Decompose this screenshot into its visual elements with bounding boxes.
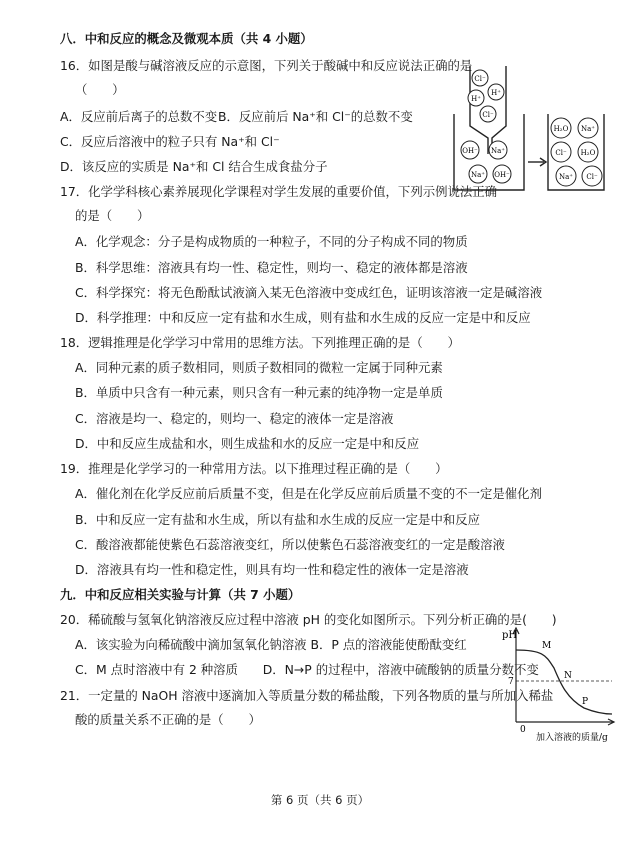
svg-text:OH⁻: OH⁻ xyxy=(462,147,478,155)
dropper-ion xyxy=(468,90,484,106)
q17-stem-2: 的是（ ） xyxy=(75,208,150,223)
q16-option-d: D．该反应的实质是 Na⁺和 Cl 结合生成食盐分子 xyxy=(60,159,328,174)
q19-stem: 19．推理是化学学习的一种常用方法。以下推理过程正确的是（ ） xyxy=(60,461,448,476)
q18-option-a: A．同种元素的质子数相同，则质子数相同的微粒一定属于同种元素 xyxy=(75,360,443,375)
x-axis-label: 加入溶液的质量/g xyxy=(536,733,608,743)
y-axis-label: pH xyxy=(502,630,518,641)
svg-text:H₂O: H₂O xyxy=(580,149,596,157)
svg-text:Na⁺: Na⁺ xyxy=(581,125,595,133)
point-p-label: P xyxy=(582,697,589,707)
q18-option-d: D．中和反应生成盐和水，则生成盐和水的反应一定是中和反应 xyxy=(75,436,420,451)
ph-curve-svg xyxy=(496,622,626,744)
right-beaker-ion xyxy=(578,118,598,138)
q17-option-d: D．科学推理：中和反应一定有盐和水生成，则有盐和水生成的反应一定是中和反应 xyxy=(75,310,531,325)
section-8-title: 八．中和反应的概念及微观本质（共 4 小题） xyxy=(60,31,313,46)
q16-option-a: A．反应前后离子的总数不变 xyxy=(60,109,218,124)
q19-option-b: B．中和反应一定有盐和水生成，所以有盐和水生成的反应一定是中和反应 xyxy=(75,512,480,527)
ph-curve xyxy=(516,650,612,714)
right-beaker-ion xyxy=(556,166,576,186)
q21-stem-2: 酸的质量关系不正确的是（ ） xyxy=(75,712,261,727)
right-beaker-ion xyxy=(551,142,571,162)
q16-option-c: C．反应后溶液中的粒子只有 Na⁺和 Cl⁻ xyxy=(60,134,280,149)
svg-text:Cl⁻: Cl⁻ xyxy=(482,111,494,119)
q19-option-a: A．催化剂在化学反应前后质量不变，但是在化学反应前后质量不变的不一定是催化剂 xyxy=(75,486,542,501)
dropper-ion xyxy=(472,70,488,86)
right-beaker-ion xyxy=(582,166,602,186)
svg-text:Cl⁻: Cl⁻ xyxy=(555,149,567,157)
svg-text:H₂O: H₂O xyxy=(553,125,569,133)
q20-options-cd: C．M 点时溶液中有 2 种溶质 D．N→P 的过程中，溶液中硫酸钠的质量分数不变 xyxy=(75,662,539,677)
svg-text:OH⁻: OH⁻ xyxy=(494,171,510,179)
q16-stem: 16．如图是酸与碱溶液反应的示意图，下列关于酸碱中和反应说法正确的是 xyxy=(60,58,473,73)
left-beaker-ion xyxy=(493,165,511,183)
q18-stem: 18．逻辑推理是化学学习中常用的思维方法。下列推理正确的是（ ） xyxy=(60,335,460,350)
q19-option-d: D．溶液具有均一性和稳定性，则具有均一性和稳定性的液体一定是溶液 xyxy=(75,562,469,577)
y-tick-7: 7 xyxy=(508,677,514,687)
reaction-diagram xyxy=(448,62,608,192)
svg-text:Na⁺: Na⁺ xyxy=(491,147,505,155)
point-n-label: N xyxy=(564,671,572,681)
q17-option-b: B．科学思维：溶液具有均一性、稳定性，则均一、稳定的液体都是溶液 xyxy=(75,260,468,275)
left-beaker-ion xyxy=(461,141,479,159)
q16-blank: （ ） xyxy=(75,82,125,97)
ph-curve-figure xyxy=(496,622,626,744)
q17-stem-1: 17．化学学科核心素养展现化学课程对学生发展的重要价值，下列示例说法正确 xyxy=(60,184,498,199)
point-m-label: M xyxy=(542,641,552,651)
page-footer: 第 6 页（共 6 页） xyxy=(270,793,370,807)
q17-option-a: A．化学观念：分子是构成物质的一种粒子，不同的分子构成不同的物质 xyxy=(75,234,468,249)
origin-label: 0 xyxy=(520,725,526,735)
q17-option-c: C．科学探究：将无色酚酞试液滴入某无色溶液中变成红色，证明该溶液一定是碱溶液 xyxy=(75,285,543,300)
reaction-diagram-svg xyxy=(448,62,608,192)
q16-option-b: B．反应前后 Na⁺和 Cl⁻的总数不变 xyxy=(218,109,413,124)
svg-text:H⁺: H⁺ xyxy=(471,95,481,103)
svg-text:H⁺: H⁺ xyxy=(491,89,501,97)
right-beaker-ion xyxy=(551,118,571,138)
dropper-ion xyxy=(480,106,496,122)
q20-stem: 20．稀硫酸与氢氧化钠溶液反应过程中溶液 pH 的变化如图所示。下列分析正确的是( ) xyxy=(60,612,557,627)
dropper-ion xyxy=(488,84,504,100)
q20-options-ab: A．该实验为向稀硫酸中滴加氢氧化钠溶液 B．P 点的溶液能使酚酞变红 xyxy=(75,637,467,652)
svg-text:Cl⁻: Cl⁻ xyxy=(586,173,598,181)
left-beaker-ion xyxy=(469,165,487,183)
right-beaker-ion xyxy=(578,142,598,162)
svg-text:Na⁺: Na⁺ xyxy=(471,171,485,179)
q21-stem-1: 21．一定量的 NaOH 溶液中逐滴加入等质量分数的稀盐酸，下列各物质的量与所加入稀盐 xyxy=(60,688,554,703)
q18-option-b: B．单质中只含有一种元素，则只含有一种元素的纯净物一定是单质 xyxy=(75,385,443,400)
svg-text:Cl⁻: Cl⁻ xyxy=(474,75,486,83)
section-9-title: 九．中和反应相关实验与计算（共 7 小题） xyxy=(60,587,301,602)
svg-text:Na⁺: Na⁺ xyxy=(559,173,573,181)
q18-option-c: C．溶液是均一、稳定的，则均一、稳定的液体一定是溶液 xyxy=(75,411,394,426)
left-beaker-ion xyxy=(489,141,507,159)
q19-option-c: C．酸溶液都能使紫色石蕊溶液变红，所以使紫色石蕊溶液变红的一定是酸溶液 xyxy=(75,537,505,552)
